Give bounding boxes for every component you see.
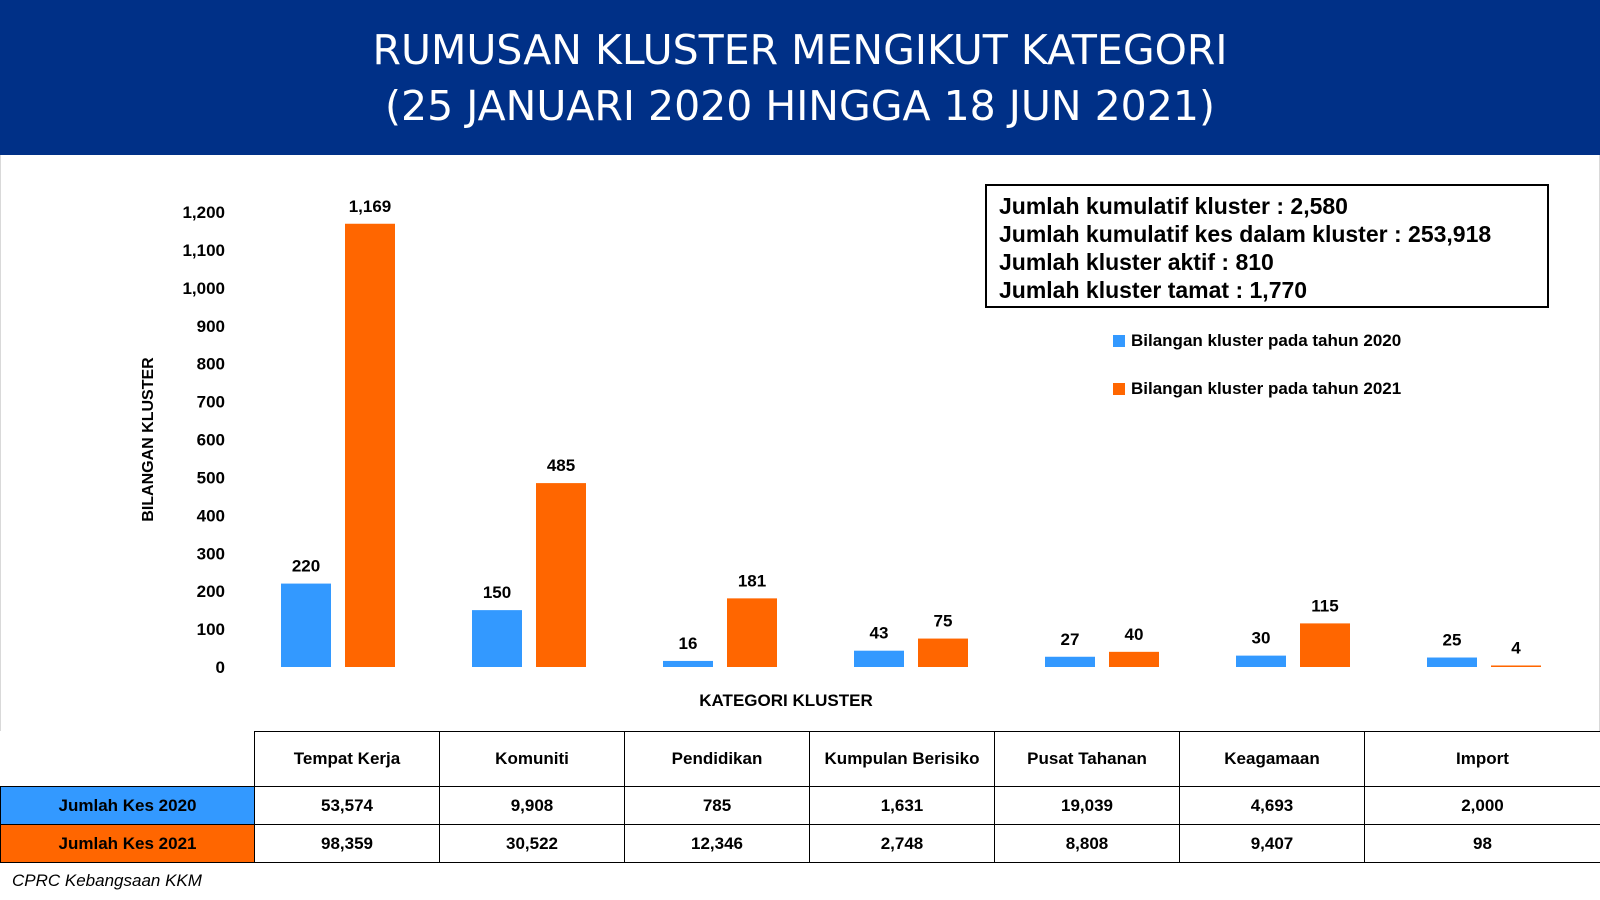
bar-2020 xyxy=(663,661,713,667)
x-axis-label: KATEGORI KLUSTER xyxy=(699,691,873,710)
y-tick-label: 700 xyxy=(196,392,225,412)
table-cell: 785 xyxy=(625,787,810,825)
y-tick-label: 1,100 xyxy=(182,240,225,260)
table-header-cell: Pusat Tahanan xyxy=(995,732,1180,787)
y-tick-label: 400 xyxy=(196,506,225,526)
bar-2021 xyxy=(1109,652,1159,667)
table-header-cell: Pendidikan xyxy=(625,732,810,787)
page-title-line2: (25 JANUARI 2020 HINGGA 18 JUN 2021) xyxy=(385,81,1215,130)
table-cell: 9,407 xyxy=(1180,825,1365,863)
y-tick-label: 100 xyxy=(196,620,225,640)
bar-2021 xyxy=(345,224,395,667)
table-cell: 53,574 xyxy=(255,787,440,825)
bar-2020 xyxy=(1236,656,1286,667)
bar-data-label: 4 xyxy=(1511,638,1521,658)
table-corner xyxy=(1,732,255,787)
bar-2021 xyxy=(1300,623,1350,667)
bar-data-label: 115 xyxy=(1311,596,1339,616)
table-cell: 9,908 xyxy=(440,787,625,825)
legend-item-2020 xyxy=(1113,331,1401,351)
table-cell: 2,000 xyxy=(1365,787,1600,825)
bar-data-label: 25 xyxy=(1442,630,1462,650)
bar-2021 xyxy=(918,639,968,667)
y-tick-label: 0 xyxy=(215,658,225,677)
y-tick-label: 1,000 xyxy=(182,278,225,298)
table-cell: 8,808 xyxy=(995,825,1180,863)
y-axis-label: BILANGAN KLUSTER xyxy=(140,357,157,522)
table-cell: 2,748 xyxy=(810,825,995,863)
row-label-2021: Jumlah Kes 2021 xyxy=(1,825,255,863)
table-header-cell: Kumpulan Berisiko xyxy=(810,732,995,787)
stat-ended-clusters: Jumlah kluster tamat : 1,770 xyxy=(999,277,1308,303)
row-label-2020: Jumlah Kes 2020 xyxy=(1,787,255,825)
bar-data-label: 30 xyxy=(1251,628,1271,648)
cases-table xyxy=(0,731,1600,863)
bar-2021 xyxy=(536,483,586,667)
table-cell: 4,693 xyxy=(1180,787,1365,825)
bar-data-label: 16 xyxy=(678,633,698,653)
y-tick-label: 600 xyxy=(196,430,225,450)
cumulative-stats-box xyxy=(985,184,1549,308)
stat-active-clusters: Jumlah kluster aktif : 810 xyxy=(999,249,1274,275)
bar-2020 xyxy=(1045,657,1095,667)
source-note: CPRC Kebangsaan KKM xyxy=(12,871,202,890)
table-row xyxy=(1,787,1600,825)
stat-total-cases: Jumlah kumulatif kes dalam kluster : 253,918 xyxy=(999,221,1492,247)
legend-label-2020: Bilangan kluster pada tahun 2020 xyxy=(1131,331,1402,350)
table-cell: 19,039 xyxy=(995,787,1180,825)
table-row xyxy=(1,825,1600,863)
y-tick-label: 500 xyxy=(196,468,225,488)
bar-data-label: 27 xyxy=(1060,629,1080,649)
bar-data-label: 181 xyxy=(737,571,767,591)
y-tick-label: 1,200 xyxy=(182,203,225,222)
legend-swatch-2020 xyxy=(1113,335,1125,347)
table-cell: 1,631 xyxy=(810,787,995,825)
y-tick-label: 800 xyxy=(196,354,225,374)
bar-data-label: 1,169 xyxy=(348,196,392,216)
stat-total-clusters: Jumlah kumulatif kluster : 2,580 xyxy=(999,193,1348,219)
bar-data-label: 43 xyxy=(869,623,889,643)
table-header-cell: Import xyxy=(1365,732,1600,787)
header-banner xyxy=(0,0,1600,155)
bar-2020 xyxy=(1427,658,1477,667)
bar-2020 xyxy=(854,651,904,667)
y-tick-label: 200 xyxy=(196,582,225,602)
page-title-line1: RUMUSAN KLUSTER MENGIKUT KATEGORI xyxy=(372,25,1228,74)
bar-2020 xyxy=(472,610,522,667)
bar-data-label: 75 xyxy=(933,611,953,631)
table-header-row xyxy=(1,732,1600,787)
table-cell: 98 xyxy=(1365,825,1600,863)
table-cell: 98,359 xyxy=(255,825,440,863)
bar-data-label: 220 xyxy=(291,556,321,576)
table-cell: 12,346 xyxy=(625,825,810,863)
bar-2020 xyxy=(281,584,331,667)
bar-2021 xyxy=(1491,665,1541,667)
table-header-cell: Tempat Kerja xyxy=(255,732,440,787)
legend-swatch-2021 xyxy=(1113,383,1125,395)
bar-data-label: 485 xyxy=(546,456,576,476)
table-cell: 30,522 xyxy=(440,825,625,863)
y-tick-label: 900 xyxy=(196,316,225,336)
legend-label-2021: Bilangan kluster pada tahun 2021 xyxy=(1131,379,1402,398)
bar-data-label: 150 xyxy=(482,583,512,603)
legend-item-2021 xyxy=(1113,379,1401,399)
bar-2021 xyxy=(727,598,777,667)
y-tick-label: 300 xyxy=(196,544,225,564)
table-header-cell: Keagamaan xyxy=(1180,732,1365,787)
bar-data-label: 40 xyxy=(1124,624,1144,644)
table-header-cell: Komuniti xyxy=(440,732,625,787)
